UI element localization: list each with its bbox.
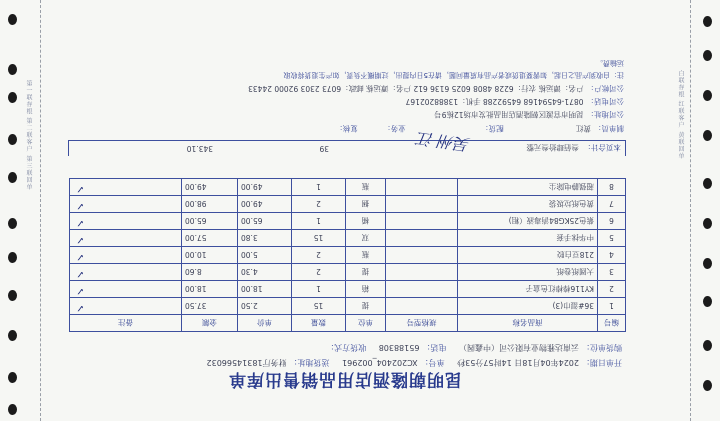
table-row <box>70 247 626 264</box>
row-price: 18.00 <box>238 281 292 298</box>
table-row <box>70 230 626 247</box>
company-phone-label: 公司电话： <box>586 97 624 106</box>
row-unit: 瓶 <box>346 179 386 196</box>
docno-label: 单号： <box>420 358 445 367</box>
row-price: 5.00 <box>238 247 292 264</box>
date-value: 2024年04月18日 14时57分53秒 <box>457 358 579 367</box>
delivery-value: 财务厅18314566032 <box>206 358 287 367</box>
feed-hole <box>8 14 17 25</box>
row-qty: 1 <box>292 179 346 196</box>
feed-hole <box>703 90 712 101</box>
receipt-title: 昆明朝隆酒店用品销售出库单 <box>228 369 462 389</box>
row-name: 中华抹手套 <box>458 230 598 247</box>
row-qty: 15 <box>292 298 346 315</box>
row-remark <box>70 196 182 213</box>
row-amount: 37.50 <box>182 298 238 315</box>
row-qty: 1 <box>292 281 346 298</box>
row-name: 大圆纸卷纸 <box>458 264 598 281</box>
row-remark <box>70 247 182 264</box>
row-spec <box>386 281 458 298</box>
feed-hole <box>8 290 17 301</box>
row-name: 紫色25KG84消毒液（粗) <box>458 213 598 230</box>
row-remark <box>70 298 182 315</box>
left-perforation <box>40 0 41 421</box>
checkmark-icon: ✓ <box>76 302 85 313</box>
row-qty: 1 <box>292 213 346 230</box>
checkmark-icon: ✓ <box>76 285 85 296</box>
row-remark <box>70 230 182 247</box>
row-qty: 2 <box>292 264 346 281</box>
row-amount: 49.00 <box>182 179 238 196</box>
row-spec <box>386 298 458 315</box>
table-row <box>70 264 626 281</box>
col-header-unit: 单位 <box>346 315 386 332</box>
table-row <box>70 281 626 298</box>
feed-hole <box>8 252 17 263</box>
receiver-label: 收货方式： <box>326 343 367 352</box>
row-spec <box>386 230 458 247</box>
checkmark-icon: ✓ <box>76 217 85 228</box>
row-no: 8 <box>598 179 626 196</box>
handwritten-signature: 吴州 江 <box>415 128 472 155</box>
total-words: 叁佰肆拾叁元整 <box>526 143 579 152</box>
feed-hole <box>8 372 17 383</box>
totals-row <box>68 140 626 156</box>
signatures-row <box>335 123 624 134</box>
row-unit: 箱 <box>346 281 386 298</box>
total-label: 本页合计： <box>583 143 621 152</box>
row-name: KY116棒棒红色盒子 <box>458 281 598 298</box>
row-remark <box>70 281 182 298</box>
table-row <box>70 298 626 315</box>
checkmark-icon: ✓ <box>76 268 85 279</box>
row-no: 1 <box>598 298 626 315</box>
account-label: 公司帐户： <box>586 84 624 93</box>
feed-hole <box>8 92 17 103</box>
buyer-label: 购货单位： <box>582 343 622 352</box>
row-amount: 65.00 <box>182 213 238 230</box>
row-price: 3.80 <box>238 230 292 247</box>
feed-hole <box>8 64 17 75</box>
delivery-label: 送货地址： <box>289 358 330 367</box>
feed-hole <box>703 258 712 269</box>
row-unit: 捆 <box>346 196 386 213</box>
company-address-value: 昆明市官渡区朝隆酒店用品批发市场12栋9号 <box>434 110 584 119</box>
account-value: 户名：谭运栋 农行：6228 4808 6025 6136 612 户名：谭运栋 邮政：6073 2303 92000 24433 <box>248 84 584 93</box>
row-no: 3 <box>598 264 626 281</box>
phone-value: 65188308 <box>378 343 420 352</box>
row-qty: 2 <box>292 196 346 213</box>
row-price: 49.00 <box>238 179 292 196</box>
row-amount: 98.00 <box>182 196 238 213</box>
items-table <box>69 178 626 332</box>
col-header-no: 编号 <box>598 315 626 332</box>
maker-label: 制单员： <box>594 124 624 133</box>
shipper-label: 配货： <box>481 124 504 133</box>
col-header-remark: 备注 <box>70 315 182 332</box>
row-no: 6 <box>598 213 626 230</box>
right-margin-text: 白联存根 红联客户 黄联回单 <box>677 70 684 160</box>
feed-hole <box>703 178 712 189</box>
col-header-amount: 金额 <box>182 315 238 332</box>
row-qty: 2 <box>292 247 346 264</box>
row-unit: 桶 <box>346 213 386 230</box>
feed-hole <box>703 16 712 27</box>
row-name: 218豆白胶 <box>458 247 598 264</box>
meta-row-2 <box>323 342 622 353</box>
total-amount: 343.10 <box>186 144 213 153</box>
row-unit: 瓶 <box>346 247 386 264</box>
row-price: 49.00 <box>238 196 292 213</box>
company-account-row <box>248 83 624 94</box>
row-no: 7 <box>598 196 626 213</box>
checkmark-icon: ✓ <box>76 234 85 245</box>
table-row <box>70 196 626 213</box>
total-qty: 39 <box>319 144 329 153</box>
table-header-row <box>70 315 626 332</box>
left-margin-text: 第一联存根 第二联客户 第三联回单 <box>25 80 32 191</box>
feed-hole <box>703 296 712 307</box>
salesman-label: 业务： <box>383 124 406 133</box>
receipt-body <box>60 40 630 400</box>
checker-label: 复核： <box>335 124 358 133</box>
col-header-price: 单价 <box>238 315 292 332</box>
feed-hole <box>703 50 712 61</box>
row-price: 2.50 <box>238 298 292 315</box>
feed-hole <box>8 330 17 341</box>
table-row <box>70 179 626 196</box>
row-amount: 10.00 <box>182 247 238 264</box>
row-name: 黄色纸垃圾袋 <box>458 196 598 213</box>
row-remark <box>70 179 182 196</box>
buyer-value: 云南达雅物业有限公司（中鑫阁） <box>459 343 579 352</box>
row-name: 36#湿巾(3) <box>458 298 598 315</box>
checkmark-icon: ✓ <box>76 200 85 211</box>
row-amount: 18.00 <box>182 281 238 298</box>
feed-hole <box>8 134 17 145</box>
maker-value: 黄红 <box>576 124 591 133</box>
return-note: 注：自收到产品之日起，如需要退货或者产品有质量问题，请在5日内提出，过期概不负责，如产生退货将收取 <box>283 71 624 79</box>
row-price: 65.00 <box>238 213 292 230</box>
row-spec <box>386 264 458 281</box>
company-phone-row <box>406 96 624 107</box>
return-note-cont: 运输费。 <box>596 59 624 67</box>
feed-hole <box>8 218 17 229</box>
feed-hole <box>703 380 712 391</box>
col-header-name: 商品名称 <box>458 315 598 332</box>
row-no: 5 <box>598 230 626 247</box>
docno-value: XC202404_002961 <box>342 358 418 367</box>
row-name: 超强静电除尘 <box>458 179 598 196</box>
row-amount: 8.60 <box>182 264 238 281</box>
row-spec <box>386 196 458 213</box>
feed-hole <box>8 404 17 415</box>
row-spec <box>386 213 458 230</box>
row-no: 2 <box>598 281 626 298</box>
row-unit: 提 <box>346 264 386 281</box>
row-no: 4 <box>598 247 626 264</box>
feed-hole <box>703 340 712 351</box>
company-address-row <box>434 109 624 120</box>
meta-row-1 <box>207 357 622 368</box>
col-header-qty: 数量 <box>292 315 346 332</box>
row-spec <box>386 179 458 196</box>
row-price: 4.30 <box>238 264 292 281</box>
row-spec <box>386 247 458 264</box>
row-qty: 15 <box>292 230 346 247</box>
company-address-label: 公司地址： <box>586 110 624 119</box>
col-header-spec: 规格型号 <box>386 315 458 332</box>
row-unit: 双 <box>346 230 386 247</box>
checkmark-icon: ✓ <box>76 183 85 194</box>
table-row <box>70 213 626 230</box>
row-amount: 57.00 <box>182 230 238 247</box>
date-label: 开单日期： <box>582 358 622 367</box>
row-remark <box>70 264 182 281</box>
right-perforation <box>690 0 691 421</box>
checkmark-icon: ✓ <box>76 251 85 262</box>
feed-hole <box>8 172 17 183</box>
feed-hole <box>703 130 712 141</box>
feed-hole <box>703 218 712 229</box>
company-phone-value: 0871-64594168 64592288 手机：13888202167 <box>405 97 584 106</box>
row-remark <box>70 213 182 230</box>
row-unit: 提 <box>346 298 386 315</box>
phone-label: 电话： <box>422 343 447 352</box>
